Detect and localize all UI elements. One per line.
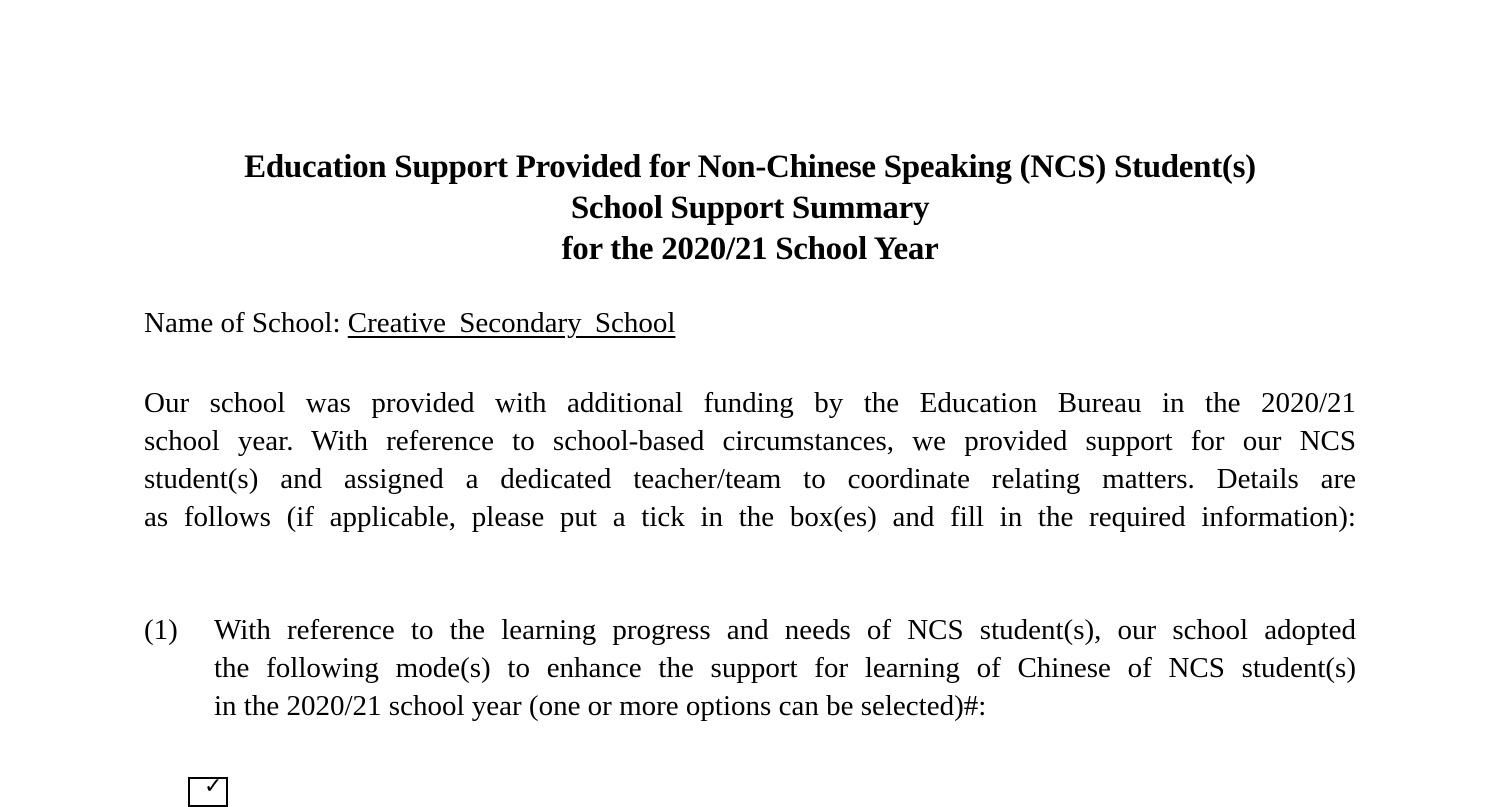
document-title bbox=[0, 147, 1500, 270]
question-line: With reference to the learning progress and needs of NCS student(s), our school adopted bbox=[214, 614, 1356, 646]
intro-line: as follows (if applicable, please put a tick in the box(es) and fill in the required information): bbox=[144, 501, 1356, 533]
question-text bbox=[214, 611, 1356, 725]
school-name-field bbox=[144, 307, 675, 340]
title-line-1: Education Support Provided for Non-Chinese Speaking (NCS) Student(s) bbox=[244, 149, 1256, 185]
option-checkbox[interactable] bbox=[188, 773, 228, 807]
title-line-2: School Support Summary bbox=[570, 190, 930, 226]
intro-line: student(s) and assigned a dedicated teacher/team to coordinate relating matters. Details are bbox=[144, 463, 1356, 495]
intro-line: Our school was provided with additional funding by the Education Bureau in the 2020/21 bbox=[144, 387, 1356, 419]
school-name-label: Name of School: bbox=[144, 307, 348, 339]
title-line-3: for the 2020/21 School Year bbox=[561, 231, 939, 267]
question-line: the following mode(s) to enhance the support for learning of Chinese of NCS student(s) bbox=[214, 652, 1356, 684]
tick-icon: ✓ bbox=[204, 773, 223, 798]
question-number: (1) bbox=[144, 614, 178, 646]
question-line: in the 2020/21 school year (one or more options can be selected)#: bbox=[214, 690, 987, 722]
intro-paragraph bbox=[144, 384, 1356, 536]
intro-line: school year. With reference to school-based circumstances, we provided support for our NCS bbox=[144, 425, 1356, 457]
school-name-value: Creative Secondary School bbox=[347, 307, 676, 339]
